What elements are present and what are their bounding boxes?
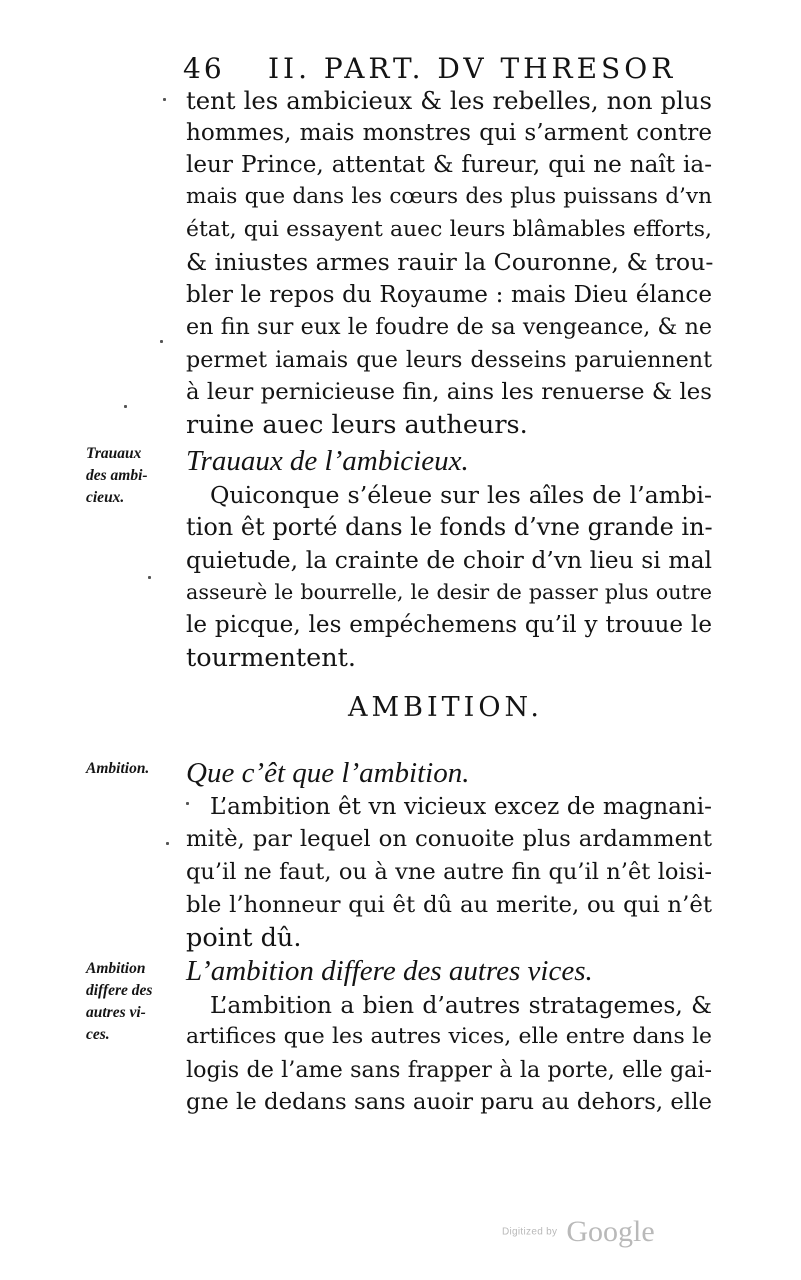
scan-speck: [163, 98, 166, 101]
text-line: bler le repos du Royaume : mais Dieu élance: [186, 282, 712, 308]
text-line: tourmentent.: [186, 643, 357, 673]
text-line: ble l’honneur qui êt dû au merite, ou qui n’êt: [186, 892, 712, 918]
text-line: mais que dans les cœurs des plus puissans d’vn: [186, 184, 712, 209]
scan-speck: [186, 802, 189, 805]
margin-note-differe: [86, 958, 178, 1046]
watermark-prefix: Digitized by: [502, 1226, 558, 1238]
section-title: AMBITION.: [348, 692, 543, 723]
scan-speck: [148, 576, 151, 579]
margin-note-ambition: [86, 758, 178, 780]
margin-note-trauaux: [86, 443, 178, 509]
text-line: tion êt porté dans le fonds d’vne grande in-: [186, 513, 713, 541]
text-line: L’ambition a bien d’autres stratagemes, &: [210, 991, 712, 1019]
margin-note-line: cieux.: [86, 489, 125, 506]
text-line: gne le dedans sans auoir paru au dehors, elle: [186, 1089, 712, 1115]
text-line: leur Prince, attentat & fureur, qui ne naît ia-: [186, 152, 712, 178]
margin-note-line: Ambition.: [86, 760, 150, 777]
running-header: [183, 50, 677, 86]
subheading-trauaux: Trauaux de l’ambicieux.: [186, 445, 469, 477]
margin-note-line: differe des: [86, 982, 153, 999]
text-line: point dû.: [186, 923, 302, 953]
text-line: à leur pernicieuse fin, ains les renuerse & les: [186, 379, 712, 405]
running-title: II. PART. DV THRESOR: [268, 52, 677, 85]
text-line: le picque, les empéchemens qu’il y trouue le: [186, 612, 712, 638]
subheading-ambition: Que c’êt que l’ambition.: [186, 757, 470, 789]
text-line: tent les ambicieux & les rebelles, non plus: [186, 86, 712, 115]
google-logo: Google: [566, 1215, 655, 1248]
google-watermark: [502, 1215, 655, 1255]
margin-note-line: autres vi-: [86, 1004, 146, 1021]
text-line: mitè, par lequel on conuoite plus ardamment: [186, 826, 712, 852]
text-line: L’ambition êt vn vicieux excez de magnani-: [210, 794, 712, 820]
scan-speck: [160, 340, 163, 343]
page-number: 46: [183, 52, 225, 85]
text-line: logis de l’ame sans frapper à la porte, elle gai-: [186, 1057, 712, 1083]
text-line: état, qui essayent auec leurs blâmables efforts,: [186, 217, 712, 242]
margin-note-line: ces.: [86, 1026, 110, 1043]
text-line: hommes, mais monstres qui s’arment contre: [186, 120, 712, 146]
margin-note-line: des ambi-: [86, 467, 148, 484]
text-line: asseurè le bourrelle, le desir de passer plus outre: [186, 580, 712, 604]
text-line: permet iamais que leurs desseins paruiennent: [186, 347, 712, 373]
scan-speck: [124, 405, 127, 408]
text-line: ruine auec leurs autheurs.: [186, 410, 528, 440]
scan-speck: [166, 842, 169, 845]
text-line: & iniustes armes rauir la Couronne, & trou-: [186, 248, 714, 276]
text-line: Quiconque s’éleue sur les aîles de l’ambi-: [210, 481, 712, 509]
text-line: artifices que les autres vices, elle entre dans le: [186, 1024, 712, 1049]
text-line: quietude, la crainte de choir d’vn lieu si mal: [186, 546, 712, 574]
text-line: en fin sur eux le foudre de sa vengeance, & ne: [186, 314, 712, 340]
margin-note-line: Ambition: [86, 960, 146, 977]
subheading-differe: L’ambition differe des autres vices.: [186, 955, 593, 987]
text-line: qu’il ne faut, ou à vne autre fin qu’il n’êt loisi-: [186, 859, 712, 885]
margin-note-line: Trauaux: [86, 445, 142, 462]
